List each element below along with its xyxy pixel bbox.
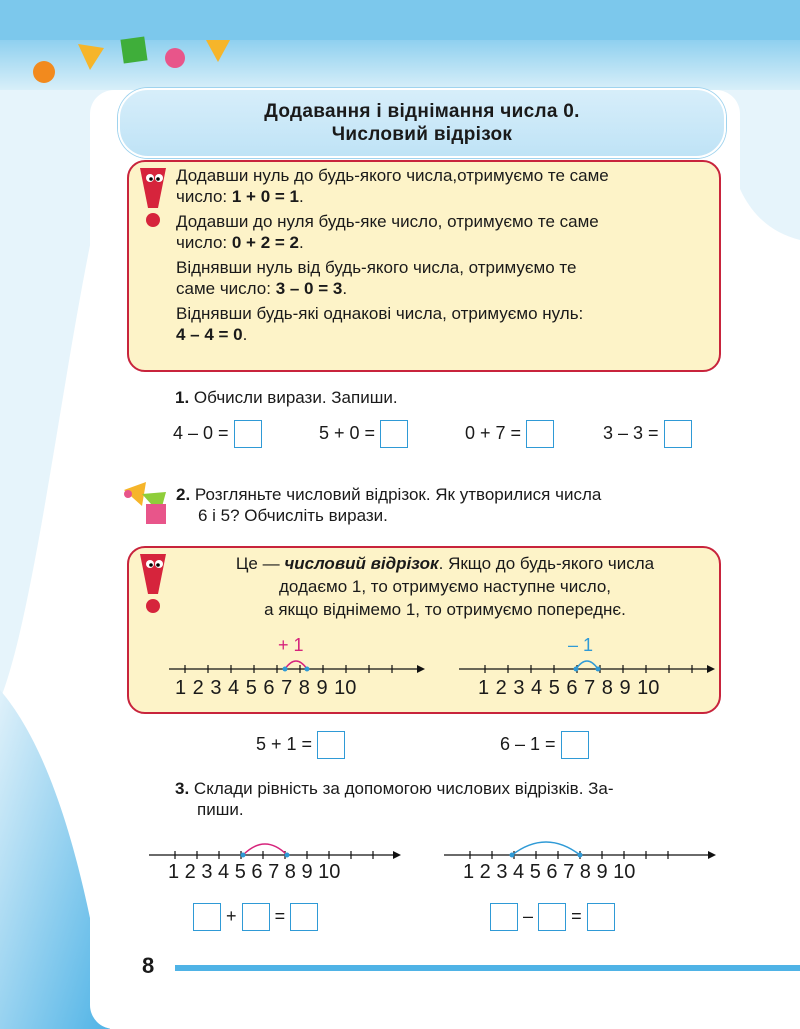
answer-box[interactable] xyxy=(587,903,615,931)
answer-box[interactable] xyxy=(234,420,262,448)
exercise-1-expr-4: 3 – 3 = xyxy=(603,420,692,448)
exercise-1-expr-3: 0 + 7 = xyxy=(465,420,554,448)
answer-box[interactable] xyxy=(490,903,518,931)
exercise-2-expr-2: 6 – 1 = xyxy=(500,731,589,759)
minus-one-label: – 1 xyxy=(568,635,594,655)
kids-pair-work-icon xyxy=(120,480,176,526)
decorative-shapes xyxy=(30,30,270,90)
rule-4a: Віднявши будь-які однакові числа, отримуємо нуль: xyxy=(176,304,584,323)
answer-box[interactable] xyxy=(561,731,589,759)
rule-1a: Додавши нуль до будь-якого числа,отримуємо те саме xyxy=(176,166,609,185)
exercise-2-instruction: 2. Розгляньте числовий відрізок. Як утворилися числа 6 і 5? Обчисліть вирази. xyxy=(176,485,602,525)
answer-box[interactable] xyxy=(242,903,270,931)
exclamation-mascot-icon xyxy=(136,552,170,614)
rule-1b: число: 1 + 0 = 1. xyxy=(176,187,304,206)
rule-2b: число: 0 + 2 = 2. xyxy=(176,233,304,252)
answer-box[interactable] xyxy=(317,731,345,759)
exercise-1-instruction: 1. Обчисли вирази. Запиши. xyxy=(175,388,398,407)
rules-text xyxy=(176,165,716,345)
answer-box[interactable] xyxy=(380,420,408,448)
answer-box[interactable] xyxy=(538,903,566,931)
pink-sphere-icon xyxy=(165,48,185,68)
cone-icon xyxy=(78,44,104,70)
answer-box[interactable] xyxy=(526,420,554,448)
yellow-cone-icon xyxy=(206,40,230,62)
rule-2a: Додавши до нуля будь-яке число, отримуємо те саме xyxy=(176,212,599,231)
number-line-ex3-left-ticks: 1 2 3 4 5 6 7 8 9 10 xyxy=(168,861,341,883)
orange-sphere-icon xyxy=(33,61,55,83)
answer-box[interactable] xyxy=(664,420,692,448)
plus-one-label: + 1 xyxy=(278,635,304,655)
answer-box[interactable] xyxy=(290,903,318,931)
number-line-note: Це — числовий відрізок. Якщо до будь-якого числа додаємо 1, то отримуємо наступне число, а якщо віднімемо 1, то отримуємо попереднє. xyxy=(235,554,655,619)
answer-box[interactable] xyxy=(193,903,221,931)
number-line-ex3-right xyxy=(440,833,720,863)
exercise-3-equation-right: – = xyxy=(490,903,615,931)
rule-4b: 4 – 4 = 0. xyxy=(176,325,248,344)
exercise-1-expr-2: 5 + 0 = xyxy=(319,420,408,448)
exercise-2-expr-1: 5 + 1 = xyxy=(256,731,345,759)
exercise-3-equation-left: + = xyxy=(193,903,318,931)
green-cube-icon xyxy=(120,36,147,63)
title-line2: Числовий відрізок xyxy=(331,124,513,145)
page-title xyxy=(118,88,726,158)
exercise-3-instruction: 3. Склади рівність за допомогою числових відрізків. За- пиши. xyxy=(175,779,614,819)
page-number: 8 xyxy=(142,953,155,978)
title-line1: Додавання і віднімання числа 0. xyxy=(264,101,580,122)
number-line-ex3-left xyxy=(145,833,405,863)
rule-3a: Віднявши нуль від будь-якого числа, отримуємо те xyxy=(176,258,577,277)
number-line-plus-ticks: 1 2 3 4 5 6 7 8 9 10 xyxy=(175,677,357,699)
rule-3b: саме число: 3 – 0 = 3. xyxy=(176,279,348,298)
exclamation-mascot-icon xyxy=(136,166,170,228)
number-line-ex3-right-ticks: 1 2 3 4 5 6 7 8 9 10 xyxy=(463,861,636,883)
exercise-1-expr-1: 4 – 0 = xyxy=(173,420,262,448)
number-line-minus-ticks: 1 2 3 4 5 6 7 8 9 10 xyxy=(478,677,660,699)
